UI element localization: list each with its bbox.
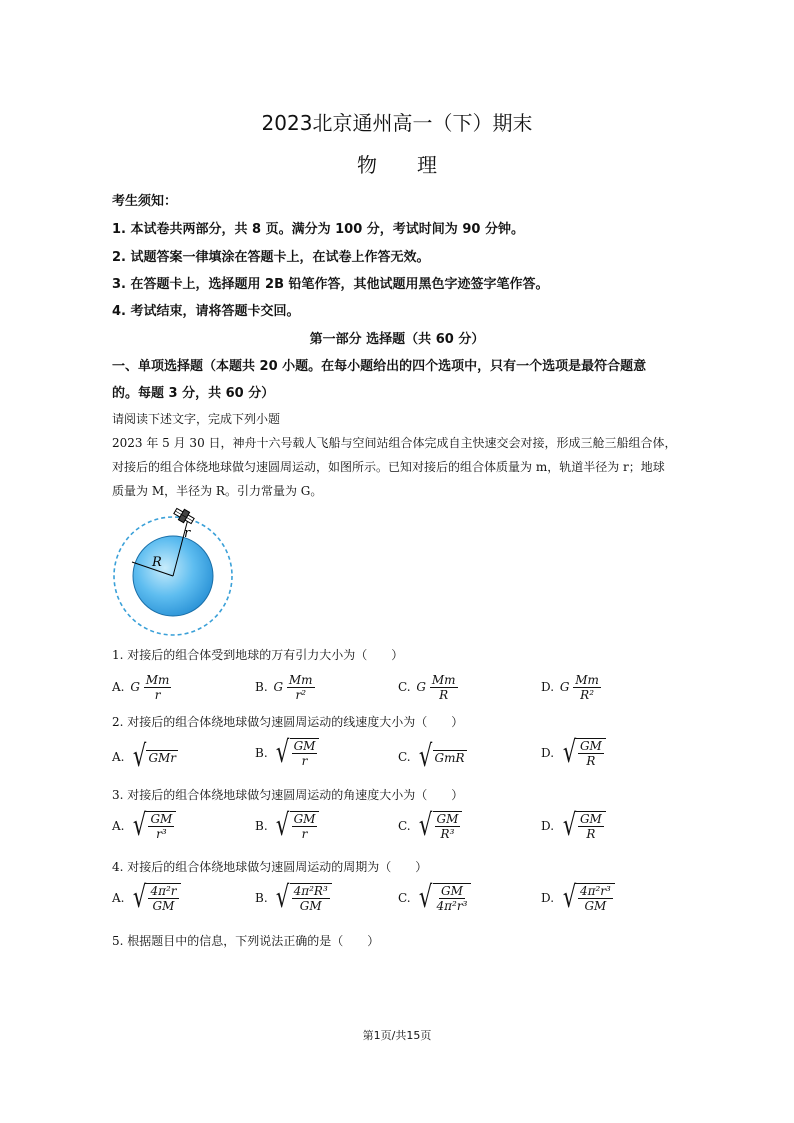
q1-option-a[interactable]: A. G $\frac{Mm}{r}$	[112, 673, 170, 702]
section-instruction: 一、单项选择题（本题共 20 小题。在每小题给出的四个选项中，只有一个选项是最符合题意	[112, 359, 647, 374]
question-5-stem: 5. 根据题目中的信息，下列说法正确的是（ ）	[112, 934, 380, 948]
q4-option-c[interactable]: C. √ $\frac{GM}{\text{4π²r³}}$	[398, 883, 471, 913]
notice-item: 2. 试题答案一律填涂在答题卡上，在试卷上作答无效。	[112, 250, 430, 265]
q2-option-c[interactable]: C. √ GmR	[398, 739, 465, 774]
passage-line: 2023 年 5 月 30 日，神舟十六号载人飞船与空间站组合体完成自主快速交会对接，形成三舱三船组合体，	[112, 436, 677, 450]
exam-subject: 物 理	[357, 153, 437, 177]
question-2-stem: 2. 对接后的组合体绕地球做匀速圆周运动的线速度大小为（ ）	[112, 715, 464, 729]
q2-option-a[interactable]: A. √ GMr	[112, 739, 177, 774]
passage-line: 质量为 M，半径为 R。引力常量为 G。	[112, 484, 323, 498]
question-3-stem: 3. 对接后的组合体绕地球做匀速圆周运动的角速度大小为（ ）	[112, 788, 464, 802]
label-r: r	[184, 526, 191, 541]
exam-title: 2023北京通州高一（下）期末	[261, 111, 533, 135]
q3-option-a[interactable]: A. √ $\frac{GM}{\text{r³}}$	[112, 811, 176, 841]
notice-item: 3. 在答题卡上，选择题用 2B 铅笔作答，其他试题用黑色字迹签字笔作答。	[112, 277, 549, 292]
satellite-icon	[172, 506, 195, 526]
question-1-stem: 1. 对接后的组合体受到地球的万有引力大小为（ ）	[112, 648, 404, 662]
q4-option-a[interactable]: A. √ $\frac{\text{4π²r}}{GM}$	[112, 883, 181, 913]
q2-option-b[interactable]: B. √ $\frac{GM}{r}$	[255, 738, 319, 768]
q1-option-c[interactable]: C. G $\frac{Mm}{R}$	[398, 673, 456, 702]
q4-option-b[interactable]: B. √ $\frac{\text{4π²R³}}{GM}$	[255, 883, 332, 913]
q4-option-d[interactable]: D. √ $\frac{\text{4π²r³}}{GM}$	[541, 883, 615, 913]
passage-line: 对接后的组合体绕地球做匀速圆周运动，如图所示。已知对接后的组合体质量为 m，轨道半径为 r；地球	[112, 460, 665, 474]
notice-item: 4. 考试结束，请将答题卡交回。	[112, 304, 300, 319]
question-4-stem: 4. 对接后的组合体绕地球做匀速圆周运动的周期为（ ）	[112, 860, 428, 874]
q1-option-d[interactable]: D. G $\frac{Mm}{\text{R²}}$	[541, 673, 599, 702]
q1-option-b[interactable]: B. G $\frac{Mm}{\text{r²}}$	[255, 673, 313, 702]
q3-option-b[interactable]: B. √ $\frac{GM}{r}$	[255, 811, 319, 841]
reading-intro: 请阅读下述文字，完成下列小题	[112, 412, 281, 426]
q3-option-c[interactable]: C. √ $\frac{GM}{\text{R³}}$	[398, 811, 462, 841]
page-number: 第1页/共15页	[362, 1029, 432, 1042]
part-heading: 第一部分 选择题（共 60 分）	[309, 332, 485, 347]
label-R: R	[152, 555, 162, 570]
notice-heading: 考生须知：	[112, 194, 178, 209]
q2-option-d[interactable]: D. √ $\frac{GM}{R}$	[541, 738, 606, 768]
q3-option-d[interactable]: D. √ $\frac{GM}{R}$	[541, 811, 606, 841]
orbit-figure	[108, 504, 238, 640]
notice-item: 1. 本试卷共两部分，共 8 页。满分为 100 分，考试时间为 90 分钟。	[112, 222, 524, 237]
section-instruction-cont: 的。每题 3 分，共 60 分）	[112, 386, 275, 401]
